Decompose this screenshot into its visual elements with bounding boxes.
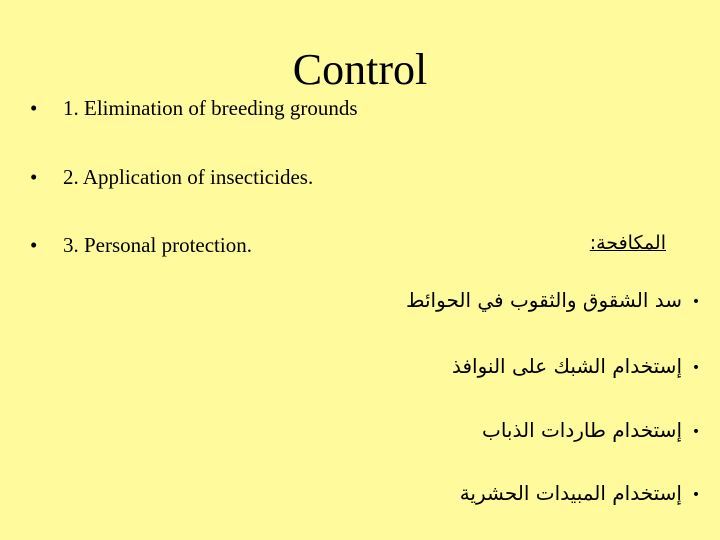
bullet-text: إستخدام الشبك على النوافذ	[451, 354, 682, 378]
bullet-icon: •	[691, 293, 701, 310]
bullet-icon: •	[691, 423, 701, 440]
arabic-bullet-1	[406, 288, 710, 312]
slide-title: Control	[292, 45, 428, 94]
english-bullet-2	[30, 165, 313, 190]
bullet-text: 1. Elimination of breeding grounds	[63, 96, 358, 120]
arabic-bullet-4	[460, 481, 710, 505]
bullet-icon: •	[30, 165, 38, 189]
bullet-text: إستخدام المبيدات الحشرية	[459, 481, 682, 505]
bullet-icon: •	[30, 233, 38, 257]
arabic-heading: المكافحة:	[589, 232, 666, 254]
arabic-bullet-2	[452, 354, 710, 378]
bullet-text: سد الشقوق والثقوب في الحوائط	[406, 288, 682, 312]
english-bullet-1	[30, 96, 358, 121]
bullet-text: إستخدام طاردات الذباب	[481, 418, 682, 442]
bullet-icon: •	[691, 359, 701, 376]
bullet-icon: •	[30, 96, 38, 120]
bullet-icon: •	[691, 486, 701, 503]
bullet-text: 2. Application of insecticides.	[63, 165, 314, 189]
bullet-text: 3. Personal protection.	[63, 233, 252, 257]
arabic-bullet-3	[482, 418, 710, 442]
english-bullet-3	[30, 233, 252, 258]
